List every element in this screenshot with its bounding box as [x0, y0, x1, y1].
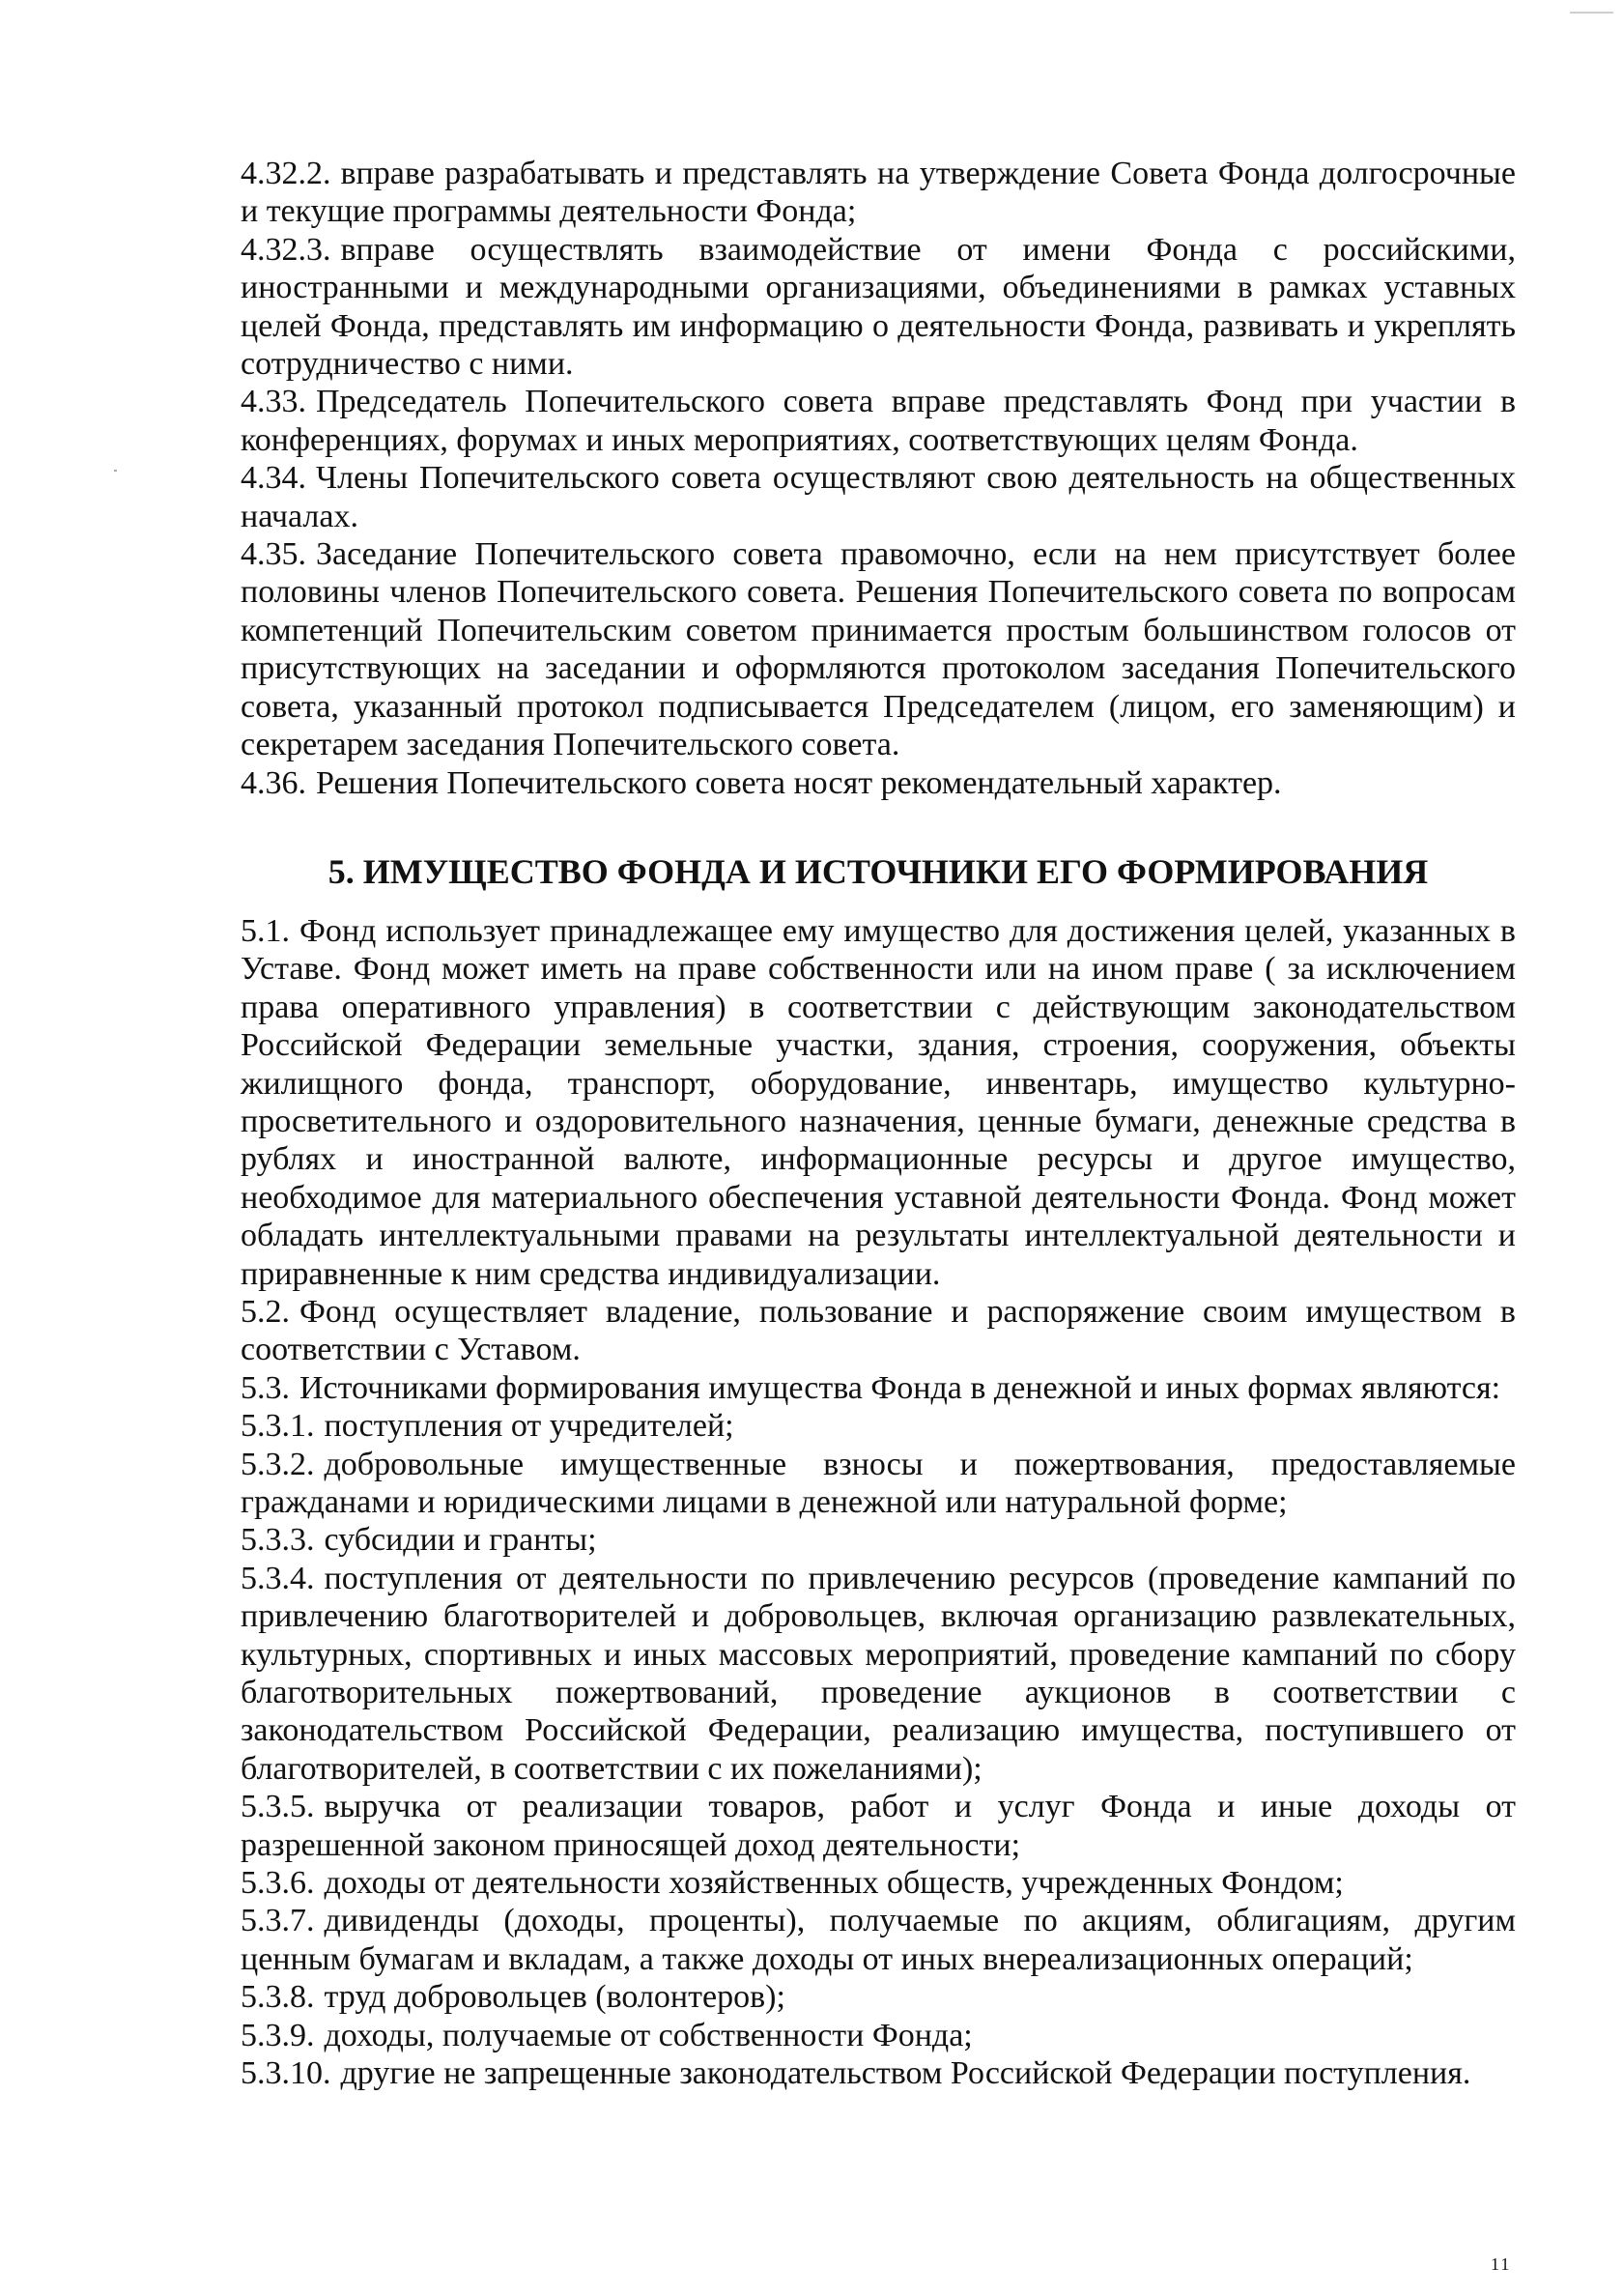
document-page [241, 155, 1516, 2093]
clause-text: поступления от учредителей; [324, 1408, 734, 1445]
clause-paragraph [241, 1407, 1516, 1445]
clause-text: добровольные имущественные взносы и пожертвования, предоставляемые гражданами и юридическими лицами в денежной или натуральной форме; [241, 1446, 1516, 1520]
clause-paragraph [241, 459, 1516, 535]
clause-number: 4.36. [241, 764, 306, 801]
clause-text: вправе осуществлять взаимодействие от имени Фонда с российскими, иностранными и международными организациями, объединениями в рамках уставных целей Фонда, представлять им информацию о деятельности Фонда, развивать и укреплять сотрудничество с ними. [241, 231, 1516, 383]
paragraph-list-section-4 [241, 155, 1516, 802]
clause-number: 5.1. [241, 912, 290, 949]
clause-number: 5.3.4. [241, 1560, 315, 1596]
clause-number: 5.3.2. [241, 1446, 315, 1482]
clause-text: Фонд осуществляет владение, пользование и распоряжение своим имуществом в соответствии с Уставом. [241, 1293, 1516, 1368]
clause-paragraph [241, 2054, 1516, 2092]
clause-text: Заседание Попечительского совета правомочно, если на нем присутствует более половины членов Попечительского совета. Решения Попечительского совета по вопросам компетенций Попечительским советом принимается простым большинством голосов от присутствующих на заседании и оформляются протоколом заседания Попечительского совета, указанный протокол подписывается Председателем (лицом, его заменяющим) и секретарем заседания Попечительского совета. [241, 536, 1516, 763]
clause-paragraph [241, 1902, 1516, 1978]
clause-text: Решения Попечительского совета носят рекомендательный характер. [316, 764, 1282, 801]
clause-text: дивиденды (доходы, проценты), получаемые по акциям, облигациям, другим ценным бумагам и вкладам, а также доходы от иных внереализационных операций; [241, 1903, 1516, 1977]
clause-text: субсидии и гранты; [324, 1522, 597, 1559]
clause-text: Фонд использует принадлежащее ему имущество для достижения целей, указанных в Уставе. Фонд может иметь на праве собственности или на ином праве ( за исключением права оперативного управления) в соответствии с действующим законодательством Российской Федерации земельные участки, здания, строения, сооружения, объекты жилищного фонда, транспорт, оборудование, инвентарь, имущество культурно-просветительного и оздоровительного назначения, ценные бумаги, денежные средства в рублях и иностранной валюте, информационные ресурсы и другое имущество, необходимое для материального обеспечения уставной деятельности Фонда. Фонд может обладать интеллектуальными правами на результаты интеллектуальной деятельности и приравненные к ним средства индивидуализации. [241, 912, 1516, 1292]
clause-number: 5.3.8. [241, 1979, 315, 2016]
clause-text: другие не запрещенные законодательством Российской Федерации поступления. [340, 2055, 1471, 2092]
clause-paragraph [241, 1788, 1516, 1864]
section-heading: 5. ИМУЩЕСТВО ФОНДА И ИСТОЧНИКИ ЕГО ФОРМИРОВАНИЯ [327, 851, 1429, 891]
clause-number: 5.2. [241, 1293, 290, 1330]
clause-number: 5.3.3. [241, 1522, 315, 1559]
clause-text: Председатель Попечительского совета вправе представлять Фонд при участии в конференциях, форумах и иных мероприятиях, соответствующих целям Фонда. [241, 384, 1516, 458]
clause-number: 4.35. [241, 536, 306, 573]
clause-paragraph [241, 1560, 1516, 1788]
clause-paragraph [241, 535, 1516, 763]
clause-number: 5.3.10. [241, 2055, 331, 2092]
clause-paragraph [241, 2017, 1516, 2054]
clause-number: 4.32.2. [241, 156, 331, 191]
clause-text: Источниками формирования имущества Фонда в денежной и иных формах являются: [299, 1369, 1501, 1406]
clause-number: 5.3.9. [241, 2017, 315, 2053]
clause-paragraph [241, 912, 1516, 1293]
clause-paragraph [241, 1369, 1516, 1407]
clause-paragraph [241, 155, 1516, 231]
clause-number: 4.32.3. [241, 231, 331, 268]
clause-text: Члены Попечительского совета осуществляют свою деятельность на общественных началах. [241, 460, 1516, 534]
scan-artifact-left [114, 470, 117, 472]
clause-text: выручка от реализации товаров, работ и услуг Фонда и иные доходы от разрешенной законом приносящей доход деятельности; [241, 1789, 1516, 1863]
clause-paragraph [241, 1864, 1516, 1902]
clause-number: 5.3.7. [241, 1903, 315, 1939]
clause-number: 5.3. [241, 1369, 290, 1406]
clause-number: 4.33. [241, 384, 306, 420]
clause-text: вправе разрабатывать и представлять на утверждение Совета Фонда долгосрочные и текущие программы деятельности Фонда; [241, 156, 1516, 230]
clause-text: труд добровольцев (волонтеров); [324, 1979, 785, 2016]
page-number: 11 [1491, 2254, 1512, 2274]
clause-paragraph [241, 1446, 1516, 1522]
clause-text: доходы от деятельности хозяйственных обществ, учрежденных Фондом; [324, 1865, 1344, 1902]
clause-text: доходы, получаемые от собственности Фонда; [324, 2017, 973, 2053]
clause-paragraph [241, 764, 1516, 802]
clause-paragraph [241, 1978, 1516, 2016]
clause-paragraph [241, 383, 1516, 459]
clause-number: 5.3.1. [241, 1408, 315, 1445]
clause-paragraph [241, 231, 1516, 384]
paragraph-list-section-5 [241, 912, 1516, 2093]
clause-text: поступления от деятельности по привлечению ресурсов (проведение кампаний по привлечению благотворителей и добровольцев, включая организацию развлекательных, культурных, спортивных и иных массовых мероприятий, проведение кампаний по сбору благотворительных пожертвований, проведение аукционов в соответствии с законодательством Российской Федерации, реализацию имущества, поступившего от благотворителей, в соответствии с их пожеланиями); [241, 1560, 1516, 1787]
clause-number: 5.3.6. [241, 1865, 315, 1902]
scan-artifact-top [1570, 12, 1613, 14]
clause-number: 4.34. [241, 460, 306, 497]
clause-number: 5.3.5. [241, 1789, 315, 1825]
clause-paragraph [241, 1293, 1516, 1369]
clause-paragraph [241, 1521, 1516, 1559]
